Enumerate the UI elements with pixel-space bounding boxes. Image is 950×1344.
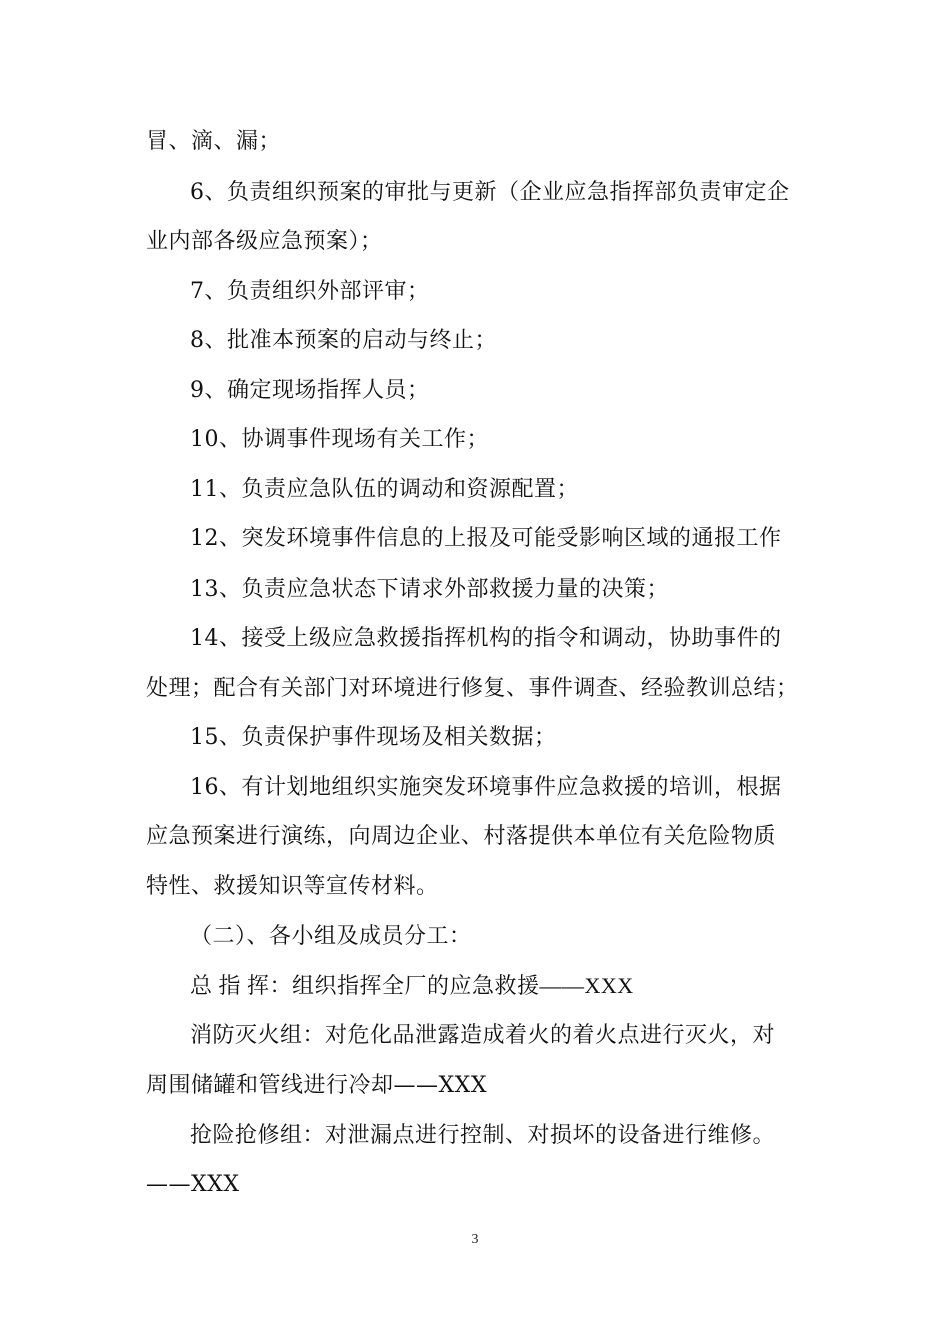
text-line: 14、接受上级应急救援指挥机构的指令和调动，协助事件的	[190, 626, 782, 651]
text-line: 7、负责组织外部评审；	[190, 279, 430, 304]
section-heading: （二）、各小组及成员分工：	[190, 924, 472, 949]
page-number: 3	[471, 1232, 479, 1247]
text-line: 9、确定现场指挥人员；	[190, 378, 430, 403]
text-line: 12、突发环境事件信息的上报及可能受影响区域的通报工作	[190, 526, 782, 551]
text-line: 处理；配合有关部门对环境进行修复、事件调查、经验教训总结；	[146, 676, 799, 701]
text-line: 应急预案进行演练，向周边企业、村落提供本单位有关危险物质	[146, 824, 777, 849]
text-line: 6、负责组织预案的审批与更新（企业应急指挥部负责审定企	[190, 180, 790, 205]
text-line: 11、负责应急队伍的调动和资源配置；	[190, 477, 579, 502]
text-line: 周围储罐和管线进行冷却——XXX	[146, 1073, 487, 1098]
text-line: 10、协调事件现场有关工作；	[190, 427, 489, 452]
text-line: 特性、救援知识等宣传材料。	[146, 874, 439, 899]
text-line: 13、负责应急状态下请求外部救援力量的决策；	[190, 577, 669, 602]
text-line: 消防灭火组：对危化品泄露造成着火的着火点进行灭火，对	[190, 1023, 776, 1048]
text-line: 业内部各级应急预案）；	[146, 229, 383, 254]
text-line: 8、批准本预案的启动与终止；	[190, 328, 497, 353]
text-line: ——XXX	[146, 1172, 240, 1197]
text-line: 15、负责保护事件现场及相关数据；	[190, 725, 557, 750]
text-line: 抢险抢修组：对泄漏点进行控制、对损坏的设备进行维修。	[190, 1123, 776, 1148]
text-line: 冒、滴、漏；	[146, 129, 282, 154]
text-line: 总 指 挥：组织指挥全厂的应急救援——XXX	[190, 973, 634, 998]
text-line: 16、有计划地组织实施突发环境事件应急救援的培训，根据	[190, 775, 782, 800]
